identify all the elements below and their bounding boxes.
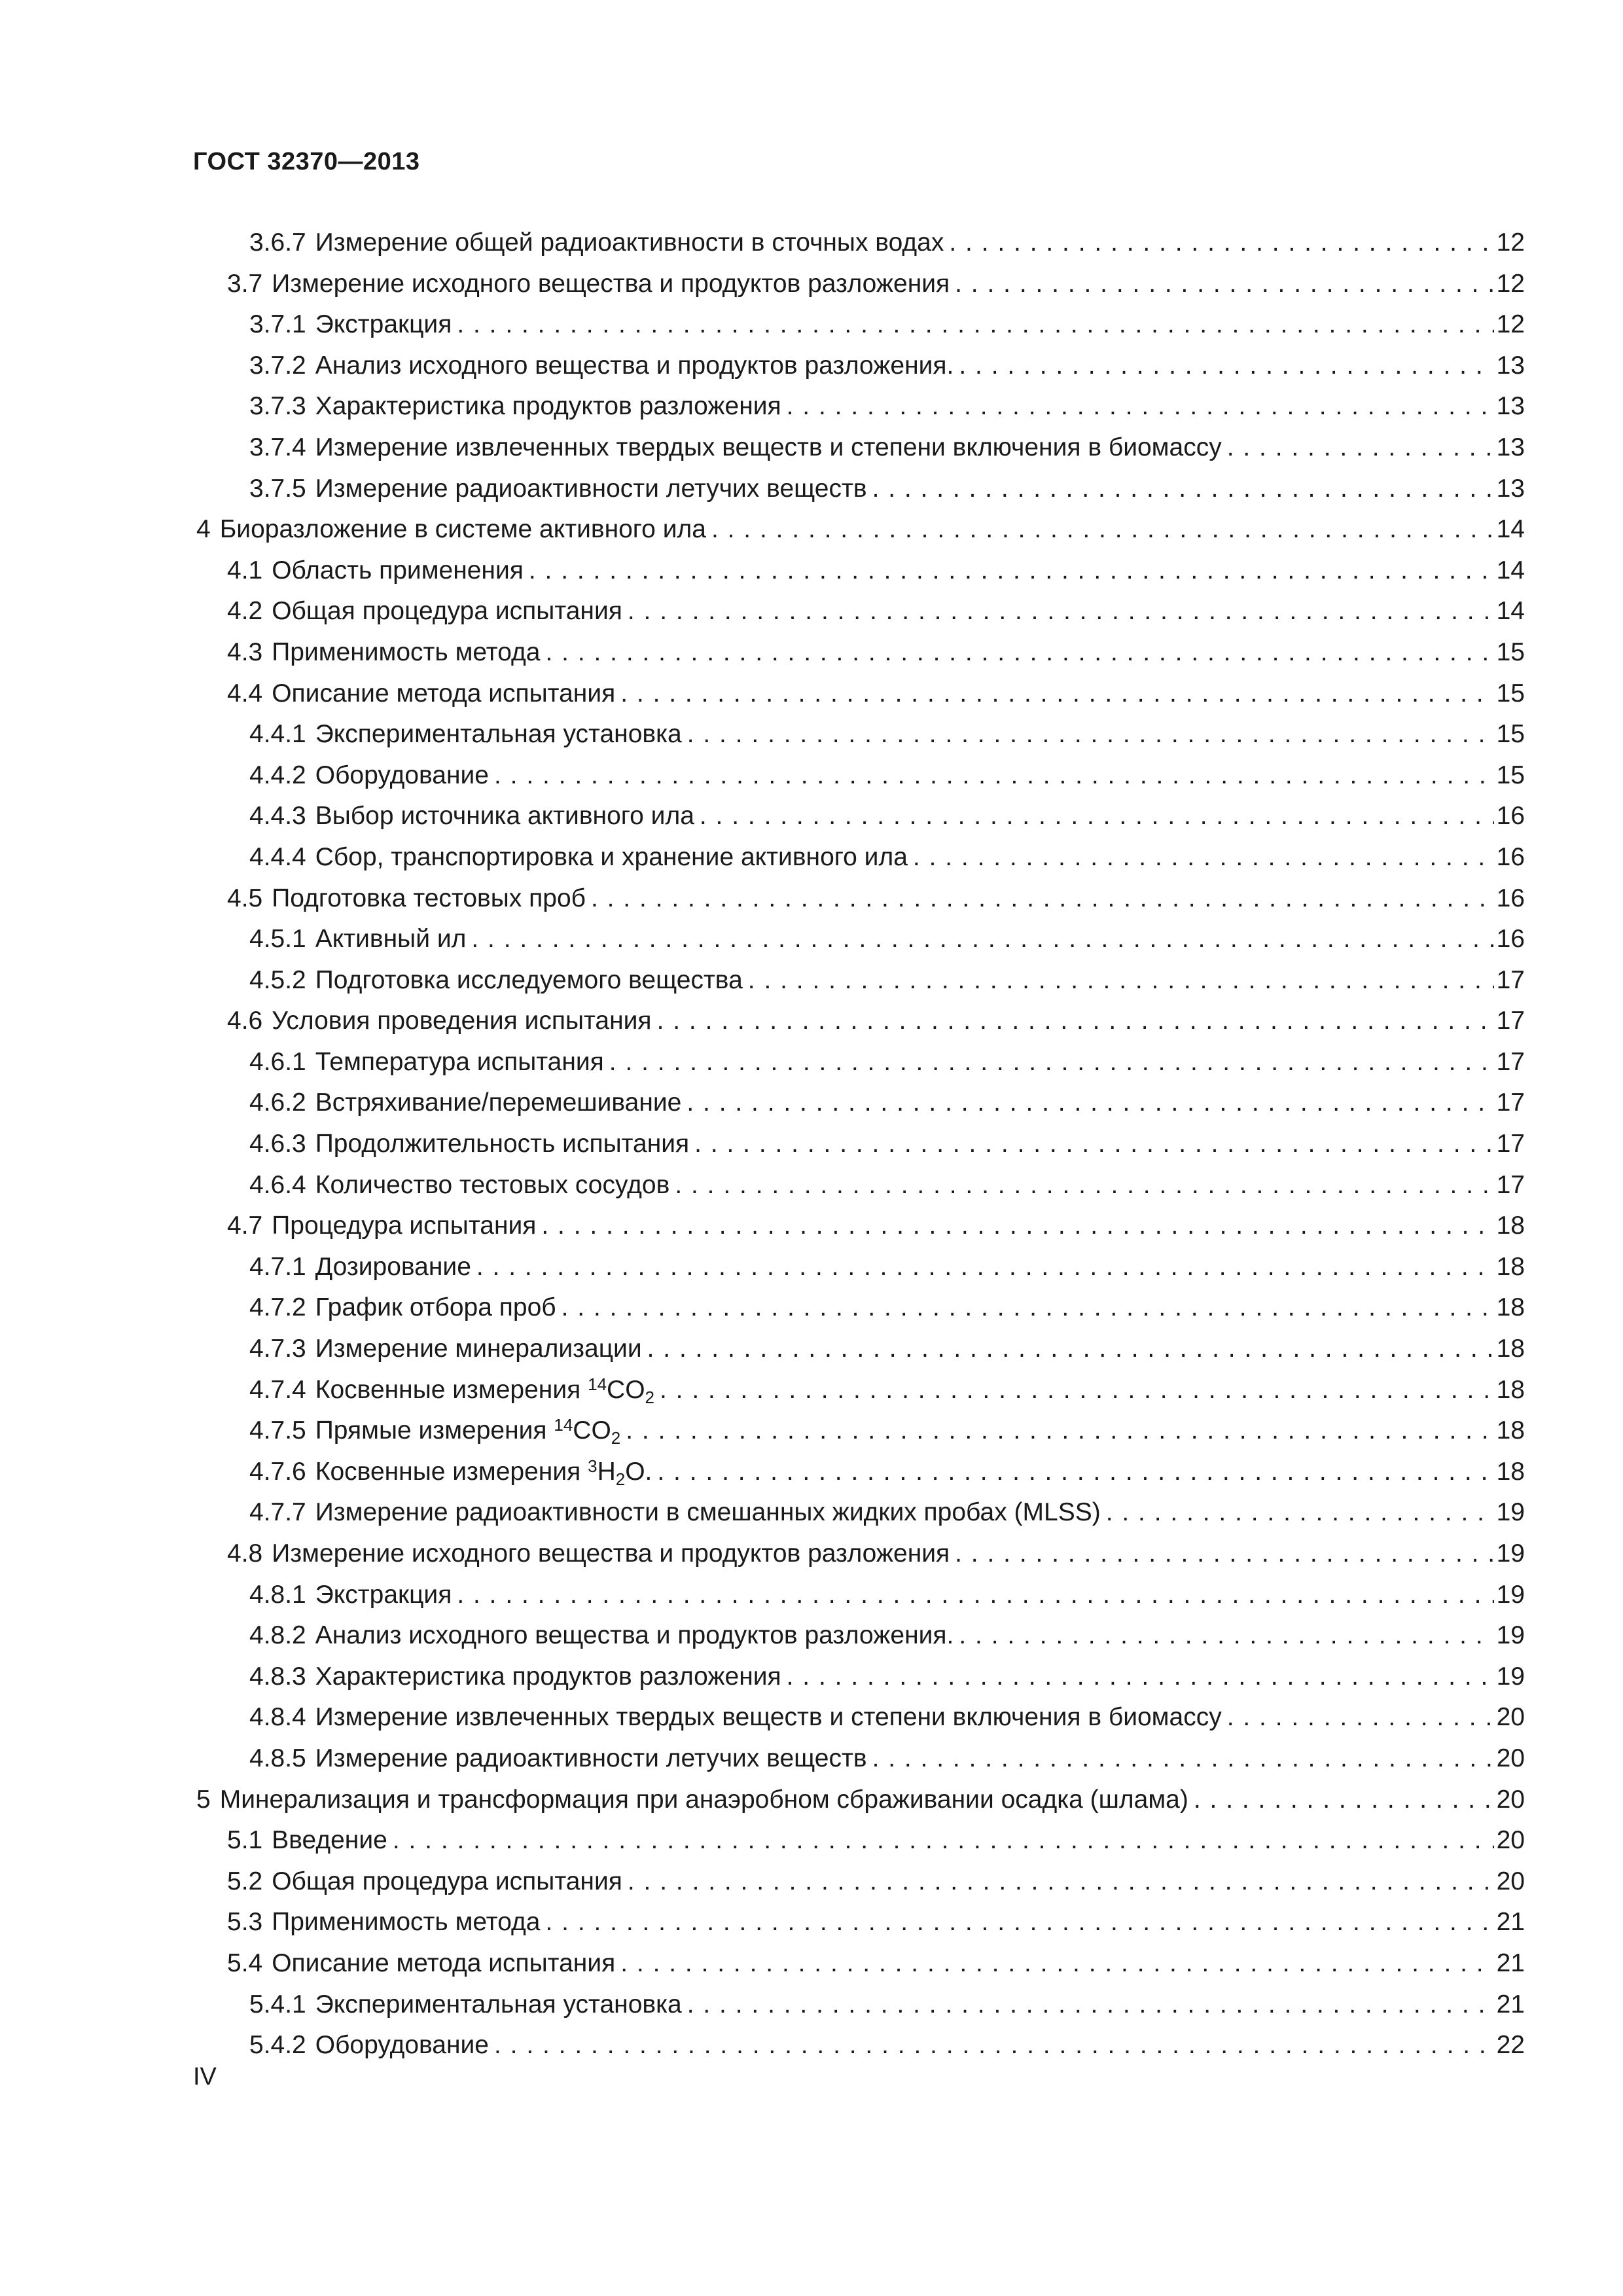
toc-leader-dots — [657, 1452, 1493, 1492]
toc-entry-page: 22 — [1496, 2031, 1525, 2060]
toc-entry — [190, 1575, 1525, 1616]
toc-entry — [190, 1329, 1525, 1370]
toc-leader-dots — [562, 1287, 1494, 1328]
toc-entry — [190, 427, 1525, 469]
toc-leader-dots — [959, 346, 1493, 386]
toc-entry — [190, 960, 1525, 1001]
toc-entry-page: 19 — [1496, 1621, 1525, 1650]
toc-entry-title — [315, 346, 954, 386]
chemical-formula: H — [597, 1457, 616, 1486]
toc-leader-dots — [541, 1206, 1493, 1246]
formula-subscript: 2 — [615, 1469, 626, 1489]
toc-entry — [190, 1657, 1525, 1698]
toc-entry — [190, 1124, 1525, 1165]
toc-entry-page: 18 — [1496, 1293, 1525, 1322]
toc-entry-title — [315, 1165, 670, 1206]
toc-entry-title-text: Общая процедура испытания — [272, 1867, 622, 1895]
toc-entry-title-text: Косвенные измерения — [315, 1375, 581, 1404]
toc-entry-page: 14 — [1496, 556, 1525, 584]
toc-entry-title-text: Применимость метода — [272, 1908, 541, 1937]
toc-entry-page: 17 — [1496, 1007, 1525, 1035]
toc-entry-number: 4.6.3 — [249, 1130, 306, 1158]
toc-entry — [190, 1165, 1525, 1206]
toc-entry-page: 17 — [1496, 1130, 1525, 1158]
toc-entry-title — [272, 1206, 536, 1246]
toc-entry-title — [272, 264, 950, 304]
toc-leader-dots — [872, 1738, 1494, 1779]
toc-entry-number: 4.7.6 — [249, 1457, 306, 1486]
isotope-superscript: 3 — [588, 1456, 597, 1476]
toc-entry-title-text: Область применения — [272, 556, 524, 584]
toc-entry-page: 12 — [1496, 269, 1525, 298]
toc-leader-dots — [494, 2025, 1494, 2066]
toc-entry — [190, 632, 1525, 673]
toc-entry — [190, 1370, 1525, 1411]
toc-entry-number: 4.7.5 — [249, 1416, 306, 1445]
toc-entry-page: 16 — [1496, 925, 1525, 954]
toc-entry-number: 4.8.3 — [249, 1662, 306, 1691]
toc-entry-title-text: Измерение исходного вещества и продуктов разложения — [272, 269, 950, 298]
toc-entry-title-text: Активный ил — [315, 925, 467, 954]
toc-entry-title — [272, 1861, 622, 1902]
toc-entry — [190, 1206, 1525, 1247]
toc-entry — [190, 1615, 1525, 1657]
toc-entry-number: 4.8.2 — [249, 1621, 306, 1650]
toc-entry-page: 14 — [1496, 597, 1525, 626]
toc-entry-title — [315, 304, 452, 345]
toc-entry — [190, 1247, 1525, 1288]
toc-entry-title-text: Описание метода испытания — [272, 679, 616, 708]
isotope-superscript: 14 — [554, 1415, 573, 1435]
toc-entry-number: 3.6.7 — [249, 228, 306, 257]
toc-entry-title — [315, 386, 781, 427]
toc-entry-title — [315, 1575, 452, 1615]
toc-entry — [190, 1492, 1525, 1534]
toc-leader-dots — [626, 1410, 1493, 1451]
toc-leader-dots — [393, 1820, 1494, 1861]
toc-leader-dots — [1227, 1697, 1494, 1738]
toc-entry — [190, 673, 1525, 715]
table-of-contents — [190, 223, 1525, 2066]
toc-entry-page: 21 — [1496, 1990, 1525, 2018]
page-number: IV — [193, 2063, 217, 2090]
toc-entry-number: 4.5.2 — [249, 965, 306, 994]
toc-entry — [190, 1410, 1525, 1452]
toc-entry — [190, 1861, 1525, 1903]
toc-entry — [190, 1697, 1525, 1738]
toc-entry-title-text: Экстракция — [315, 1580, 452, 1609]
toc-entry-number: 4.4.3 — [249, 802, 306, 831]
toc-leader-dots — [711, 509, 1494, 550]
toc-entry-page: 20 — [1496, 1867, 1525, 1895]
toc-entry-number: 3.7.4 — [249, 433, 306, 461]
toc-entry-page: 13 — [1496, 433, 1525, 461]
toc-entry-number: 4.1 — [227, 556, 263, 584]
toc-entry-title-text: Характеристика продуктов разложения — [315, 392, 781, 421]
toc-entry-page: 20 — [1496, 1744, 1525, 1772]
toc-leader-dots — [872, 469, 1494, 509]
toc-entry-number: 3.7 — [227, 269, 263, 298]
toc-entry — [190, 878, 1525, 920]
toc-leader-dots — [955, 1534, 1493, 1574]
toc-entry-title-text: Выбор источника активного ила — [315, 802, 694, 831]
toc-entry-title — [220, 1780, 1188, 1820]
toc-entry — [190, 591, 1525, 632]
chemical-formula: CO — [607, 1375, 645, 1404]
toc-entry-number: 3.7.3 — [249, 392, 306, 421]
toc-entry-page: 15 — [1496, 637, 1525, 666]
toc-entry-number: 4.6.2 — [249, 1088, 306, 1117]
toc-entry-title — [220, 509, 706, 550]
toc-entry-title-text: Измерение радиоактивности летучих веществ — [315, 474, 867, 503]
toc-entry — [190, 1943, 1525, 1984]
toc-entry-title-text: Анализ исходного вещества и продуктов разложения. — [315, 351, 954, 380]
toc-entry-number: 5 — [196, 1785, 211, 1814]
toc-entry-title-text: Введение — [272, 1826, 387, 1855]
toc-entry-page: 18 — [1496, 1416, 1525, 1445]
toc-entry-number: 4.7.1 — [249, 1252, 306, 1281]
toc-entry-title — [315, 755, 489, 796]
toc-entry-number: 5.1 — [227, 1826, 263, 1855]
toc-entry-page: 18 — [1496, 1211, 1525, 1240]
toc-entry-title — [272, 673, 615, 714]
toc-entry-title — [315, 1615, 954, 1656]
toc-entry — [190, 1287, 1525, 1329]
toc-entry-title — [272, 632, 540, 673]
toc-entry-page: 18 — [1496, 1252, 1525, 1281]
toc-entry-number: 5.4 — [227, 1948, 263, 1977]
toc-entry-title — [272, 1820, 387, 1861]
toc-entry-page: 18 — [1496, 1457, 1525, 1486]
toc-entry — [190, 1452, 1525, 1493]
toc-entry-page: 21 — [1496, 1948, 1525, 1977]
toc-entry-title — [315, 1083, 682, 1123]
toc-entry-page: 20 — [1496, 1826, 1525, 1855]
toc-entry — [190, 714, 1525, 755]
toc-entry-number: 3.7.1 — [249, 310, 306, 339]
toc-entry-title-text: Подготовка исследуемого вещества — [315, 965, 743, 994]
toc-leader-dots — [628, 1861, 1494, 1902]
toc-entry — [190, 837, 1525, 878]
toc-entry-title — [315, 1738, 867, 1779]
toc-entry-title — [315, 223, 944, 263]
toc-entry-title — [315, 919, 467, 960]
toc-entry-page: 16 — [1496, 842, 1525, 871]
toc-entry-title — [315, 1370, 654, 1410]
toc-entry-title — [315, 1247, 471, 1287]
toc-leader-dots — [657, 1001, 1494, 1041]
toc-leader-dots — [620, 1943, 1493, 1984]
toc-entry-page: 17 — [1496, 965, 1525, 994]
toc-entry-title — [315, 1124, 689, 1164]
toc-entry-title — [315, 960, 743, 1001]
toc-entry — [190, 550, 1525, 592]
toc-entry-page: 15 — [1496, 720, 1525, 749]
toc-entry-title-text: Встряхивание/перемешивание — [315, 1088, 682, 1117]
toc-entry-title-text: Дозирование — [315, 1252, 471, 1281]
toc-entry-title — [315, 1410, 621, 1451]
toc-entry-title-text: Измерение общей радиоактивности в сточных водах — [315, 228, 944, 257]
toc-entry-page: 17 — [1496, 1088, 1525, 1117]
toc-entry-page: 19 — [1496, 1580, 1525, 1609]
toc-entry — [190, 223, 1525, 264]
toc-entry-title-text: Минерализация и трансформация при анаэробном сбраживании осадка (шлама) — [219, 1785, 1188, 1814]
toc-entry-title-text: Процедура испытания — [272, 1211, 537, 1240]
toc-entry-title — [315, 1287, 556, 1328]
toc-entry-number: 4.7 — [227, 1211, 263, 1240]
toc-leader-dots — [457, 304, 1493, 345]
toc-entry-title-text: Экстракция — [315, 310, 452, 339]
toc-entry-title — [315, 1452, 652, 1492]
toc-leader-dots — [787, 386, 1494, 427]
toc-entry — [190, 346, 1525, 387]
toc-entry — [190, 1001, 1525, 1042]
isotope-superscript: 14 — [588, 1374, 607, 1394]
toc-entry-number: 4.7.3 — [249, 1335, 306, 1363]
toc-entry-title-text: Общая процедура испытания — [272, 597, 622, 626]
toc-entry-number: 4.6.1 — [249, 1047, 306, 1076]
toc-leader-dots — [628, 591, 1494, 632]
toc-entry — [190, 1902, 1525, 1943]
toc-entry — [190, 1534, 1525, 1575]
toc-entry — [190, 755, 1525, 797]
toc-entry-title-text: Продолжительность испытания — [315, 1130, 690, 1158]
toc-entry-title-text: Оборудование — [315, 761, 489, 789]
toc-entry-title — [315, 796, 694, 836]
toc-leader-dots — [687, 714, 1494, 755]
toc-entry-number: 5.4.2 — [249, 2031, 306, 2060]
toc-entry-number: 4.5 — [227, 884, 263, 912]
toc-entry-title — [315, 1492, 1101, 1533]
toc-leader-dots — [694, 1124, 1493, 1164]
toc-entry-title-text: Характеристика продуктов разложения — [315, 1662, 781, 1691]
toc-entry-page: 21 — [1496, 1908, 1525, 1937]
toc-entry-title — [315, 2025, 489, 2066]
toc-entry — [190, 264, 1525, 305]
toc-entry — [190, 1984, 1525, 2026]
toc-leader-dots — [1194, 1780, 1494, 1820]
toc-entry-title-text: Описание метода испытания — [272, 1948, 616, 1977]
toc-entry — [190, 2025, 1525, 2066]
toc-entry-title — [315, 469, 867, 509]
toc-entry-number: 4.5.1 — [249, 925, 306, 954]
toc-leader-dots — [687, 1984, 1494, 2025]
toc-leader-dots — [1227, 427, 1494, 468]
toc-leader-dots — [471, 919, 1493, 960]
toc-entry-number: 4.7.2 — [249, 1293, 306, 1322]
toc-entry-title-text: График отбора проб — [315, 1293, 556, 1322]
toc-leader-dots — [913, 837, 1494, 878]
toc-entry-page: 20 — [1496, 1703, 1525, 1732]
toc-entry-page: 19 — [1496, 1662, 1525, 1691]
toc-entry-page: 13 — [1496, 392, 1525, 421]
toc-entry-title-text: Сбор, транспортировка и хранение активного ила — [315, 842, 908, 871]
toc-entry-number: 4.4 — [227, 679, 263, 708]
toc-entry-title-text: Измерение извлеченных твердых веществ и степени включения в биомассу — [315, 433, 1222, 461]
toc-entry-number: 4.8.1 — [249, 1580, 306, 1609]
toc-entry-title-text: Измерение извлеченных твердых веществ и степени включения в биомассу — [315, 1703, 1222, 1732]
toc-entry-number: 4.4.4 — [249, 842, 306, 871]
toc-entry-title — [315, 1329, 642, 1369]
toc-entry-title-text: Измерение исходного вещества и продуктов разложения — [272, 1539, 950, 1568]
chemical-formula: CO — [573, 1416, 611, 1445]
toc-entry-page: 14 — [1496, 515, 1525, 544]
toc-entry — [190, 1820, 1525, 1861]
toc-leader-dots — [591, 878, 1494, 919]
toc-entry-title — [272, 1001, 651, 1041]
toc-leader-dots — [620, 673, 1493, 714]
toc-leader-dots — [675, 1165, 1493, 1206]
toc-leader-dots — [955, 264, 1493, 304]
toc-entry-page: 18 — [1496, 1375, 1525, 1404]
toc-leader-dots — [545, 632, 1493, 673]
toc-entry-title-text: Экспериментальная установка — [315, 1990, 682, 2018]
toc-leader-dots — [787, 1657, 1494, 1697]
toc-entry — [190, 796, 1525, 837]
toc-entry-title — [272, 591, 622, 632]
toc-entry-title — [272, 1943, 615, 1984]
toc-entry-title — [272, 550, 524, 591]
toc-entry-page: 18 — [1496, 1335, 1525, 1363]
toc-entry-title — [315, 1984, 682, 2025]
toc-leader-dots — [700, 796, 1494, 836]
toc-entry-title-text: Биоразложение в системе активного ила — [219, 515, 706, 544]
toc-leader-dots — [476, 1247, 1494, 1287]
toc-entry-title-text: Оборудование — [315, 2031, 489, 2060]
toc-entry-page: 13 — [1496, 474, 1525, 503]
toc-entry — [190, 1083, 1525, 1124]
toc-entry-page: 16 — [1496, 884, 1525, 912]
toc-entry-title-text: Косвенные измерения — [315, 1457, 581, 1486]
toc-entry-page: 12 — [1496, 228, 1525, 257]
toc-entry-number: 3.7.5 — [249, 474, 306, 503]
toc-entry-title-text: Измерение радиоактивности летучих веществ — [315, 1744, 867, 1772]
toc-leader-dots — [545, 1902, 1493, 1943]
toc-entry-title-text: Количество тестовых сосудов — [315, 1170, 670, 1199]
toc-entry-number: 4.8.4 — [249, 1703, 306, 1732]
toc-entry-number: 5.4.1 — [249, 1990, 306, 2018]
toc-entry-page: 15 — [1496, 761, 1525, 789]
toc-leader-dots — [959, 1615, 1493, 1656]
toc-entry-title — [315, 714, 682, 755]
toc-leader-dots — [494, 755, 1494, 796]
formula-subscript: 2 — [611, 1428, 621, 1448]
toc-entry-number: 4 — [196, 515, 211, 544]
toc-entry-title — [315, 1657, 781, 1697]
toc-entry — [190, 469, 1525, 510]
toc-entry-title — [315, 1697, 1222, 1738]
toc-entry — [190, 304, 1525, 346]
chemical-formula-tail: O. — [625, 1457, 652, 1486]
toc-entry-title — [315, 1042, 604, 1083]
toc-entry-number: 5.3 — [227, 1908, 263, 1937]
toc-entry-page: 13 — [1496, 351, 1525, 380]
toc-leader-dots — [609, 1042, 1494, 1083]
toc-entry — [190, 386, 1525, 427]
toc-entry-number: 4.4.1 — [249, 720, 306, 749]
toc-entry-title-text: Подготовка тестовых проб — [272, 884, 586, 912]
toc-leader-dots — [660, 1370, 1494, 1410]
toc-entry-number: 5.2 — [227, 1867, 263, 1895]
toc-entry — [190, 919, 1525, 960]
toc-entry — [190, 509, 1525, 550]
toc-leader-dots — [687, 1083, 1493, 1123]
toc-entry-page: 19 — [1496, 1539, 1525, 1568]
toc-entry-title-text: Измерение радиоактивности в смешанных жидких пробах (MLSS) — [315, 1498, 1101, 1527]
toc-entry-page: 12 — [1496, 310, 1525, 339]
toc-entry-title-text: Условия проведения испытания — [272, 1007, 652, 1035]
toc-entry-page: 16 — [1496, 802, 1525, 831]
toc-entry — [190, 1780, 1525, 1821]
formula-subscript: 2 — [645, 1387, 654, 1407]
toc-entry-number: 4.3 — [227, 637, 263, 666]
toc-entry-title — [315, 837, 908, 878]
toc-leader-dots — [647, 1329, 1494, 1369]
toc-entry-title-text: Температура испытания — [315, 1047, 604, 1076]
toc-entry-page: 19 — [1496, 1498, 1525, 1527]
toc-entry-title — [315, 427, 1222, 468]
toc-entry-number: 4.8 — [227, 1539, 263, 1568]
toc-entry — [190, 1738, 1525, 1780]
toc-leader-dots — [1106, 1492, 1494, 1533]
toc-entry-number: 3.7.2 — [249, 351, 306, 380]
toc-entry-number: 4.7.4 — [249, 1375, 306, 1404]
toc-entry-number: 4.4.2 — [249, 761, 306, 789]
toc-entry-title — [272, 1902, 540, 1943]
toc-leader-dots — [949, 223, 1493, 263]
toc-entry-title — [272, 1534, 950, 1574]
toc-entry-title-text: Прямые измерения — [315, 1416, 547, 1445]
toc-entry-title-text: Экспериментальная установка — [315, 720, 682, 749]
toc-entry-page: 20 — [1496, 1785, 1525, 1814]
toc-entry-title — [272, 878, 586, 919]
toc-entry-number: 4.8.5 — [249, 1744, 306, 1772]
toc-entry-number: 4.6 — [227, 1007, 263, 1035]
toc-leader-dots — [529, 550, 1494, 591]
toc-entry-title-text: Анализ исходного вещества и продуктов разложения. — [315, 1621, 954, 1650]
toc-entry-page: 15 — [1496, 679, 1525, 708]
toc-entry — [190, 1042, 1525, 1083]
toc-entry-number: 4.2 — [227, 597, 263, 626]
toc-entry-page: 17 — [1496, 1170, 1525, 1199]
toc-entry-number: 4.6.4 — [249, 1170, 306, 1199]
toc-leader-dots — [748, 960, 1494, 1001]
toc-entry-title-text: Применимость метода — [272, 637, 541, 666]
toc-leader-dots — [457, 1575, 1493, 1615]
toc-entry-number: 4.7.7 — [249, 1498, 306, 1527]
document-header-title: ГОСТ 32370—2013 — [193, 148, 420, 175]
toc-entry-page: 17 — [1496, 1047, 1525, 1076]
toc-entry-title-text: Измерение минерализации — [315, 1335, 642, 1363]
